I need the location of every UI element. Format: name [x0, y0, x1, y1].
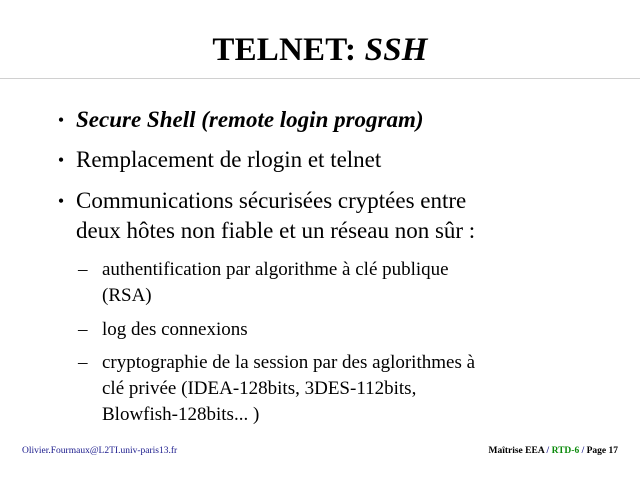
subbullet-text-line3: Blowfish-128bits... ) — [102, 404, 260, 425]
footer-course-info — [488, 446, 618, 456]
subbullet-text-line1: log des connexions — [102, 319, 248, 340]
bullet-text-line1: Communications sécurisées cryptées entre — [76, 188, 467, 213]
slide-title — [0, 30, 640, 70]
bullet-icon: • — [57, 191, 65, 211]
bullet-icon: • — [57, 110, 65, 130]
title-main: TELNET: — [212, 32, 365, 68]
subbullet-text-line1: authentification par algorithme à clé publique — [102, 259, 449, 280]
subbullet-text-line2: clé privée (IDEA-128bits, 3DES-112bits, — [102, 378, 417, 399]
subbullet-text-line1: cryptographie de la session par des aglorithmes à — [102, 352, 476, 373]
bullet-text: Secure Shell (remote login program) — [76, 107, 424, 132]
footer-email: Olivier.Fourmaux@L2TI.univ-paris13.fr — [22, 446, 178, 456]
title-emphasis: SSH — [364, 32, 428, 68]
footer-separator: / — [546, 446, 552, 456]
footer-page-number: Page 17 — [586, 446, 618, 456]
subbullet-text-line2: (RSA) — [102, 285, 152, 306]
dash-icon: – — [78, 319, 88, 340]
dash-icon: – — [78, 352, 88, 373]
bullet-icon: • — [57, 150, 65, 170]
bullet-text-line2: deux hôtes non fiable et un réseau non sûr : — [76, 218, 476, 243]
dash-icon: – — [78, 259, 88, 280]
title-divider — [0, 78, 640, 79]
footer-module: RTD-6 — [551, 446, 580, 456]
footer-course: Maîtrise EEA — [488, 446, 547, 456]
footer-separator: / — [579, 446, 587, 456]
bullet-text: Remplacement de rlogin et telnet — [76, 147, 382, 172]
